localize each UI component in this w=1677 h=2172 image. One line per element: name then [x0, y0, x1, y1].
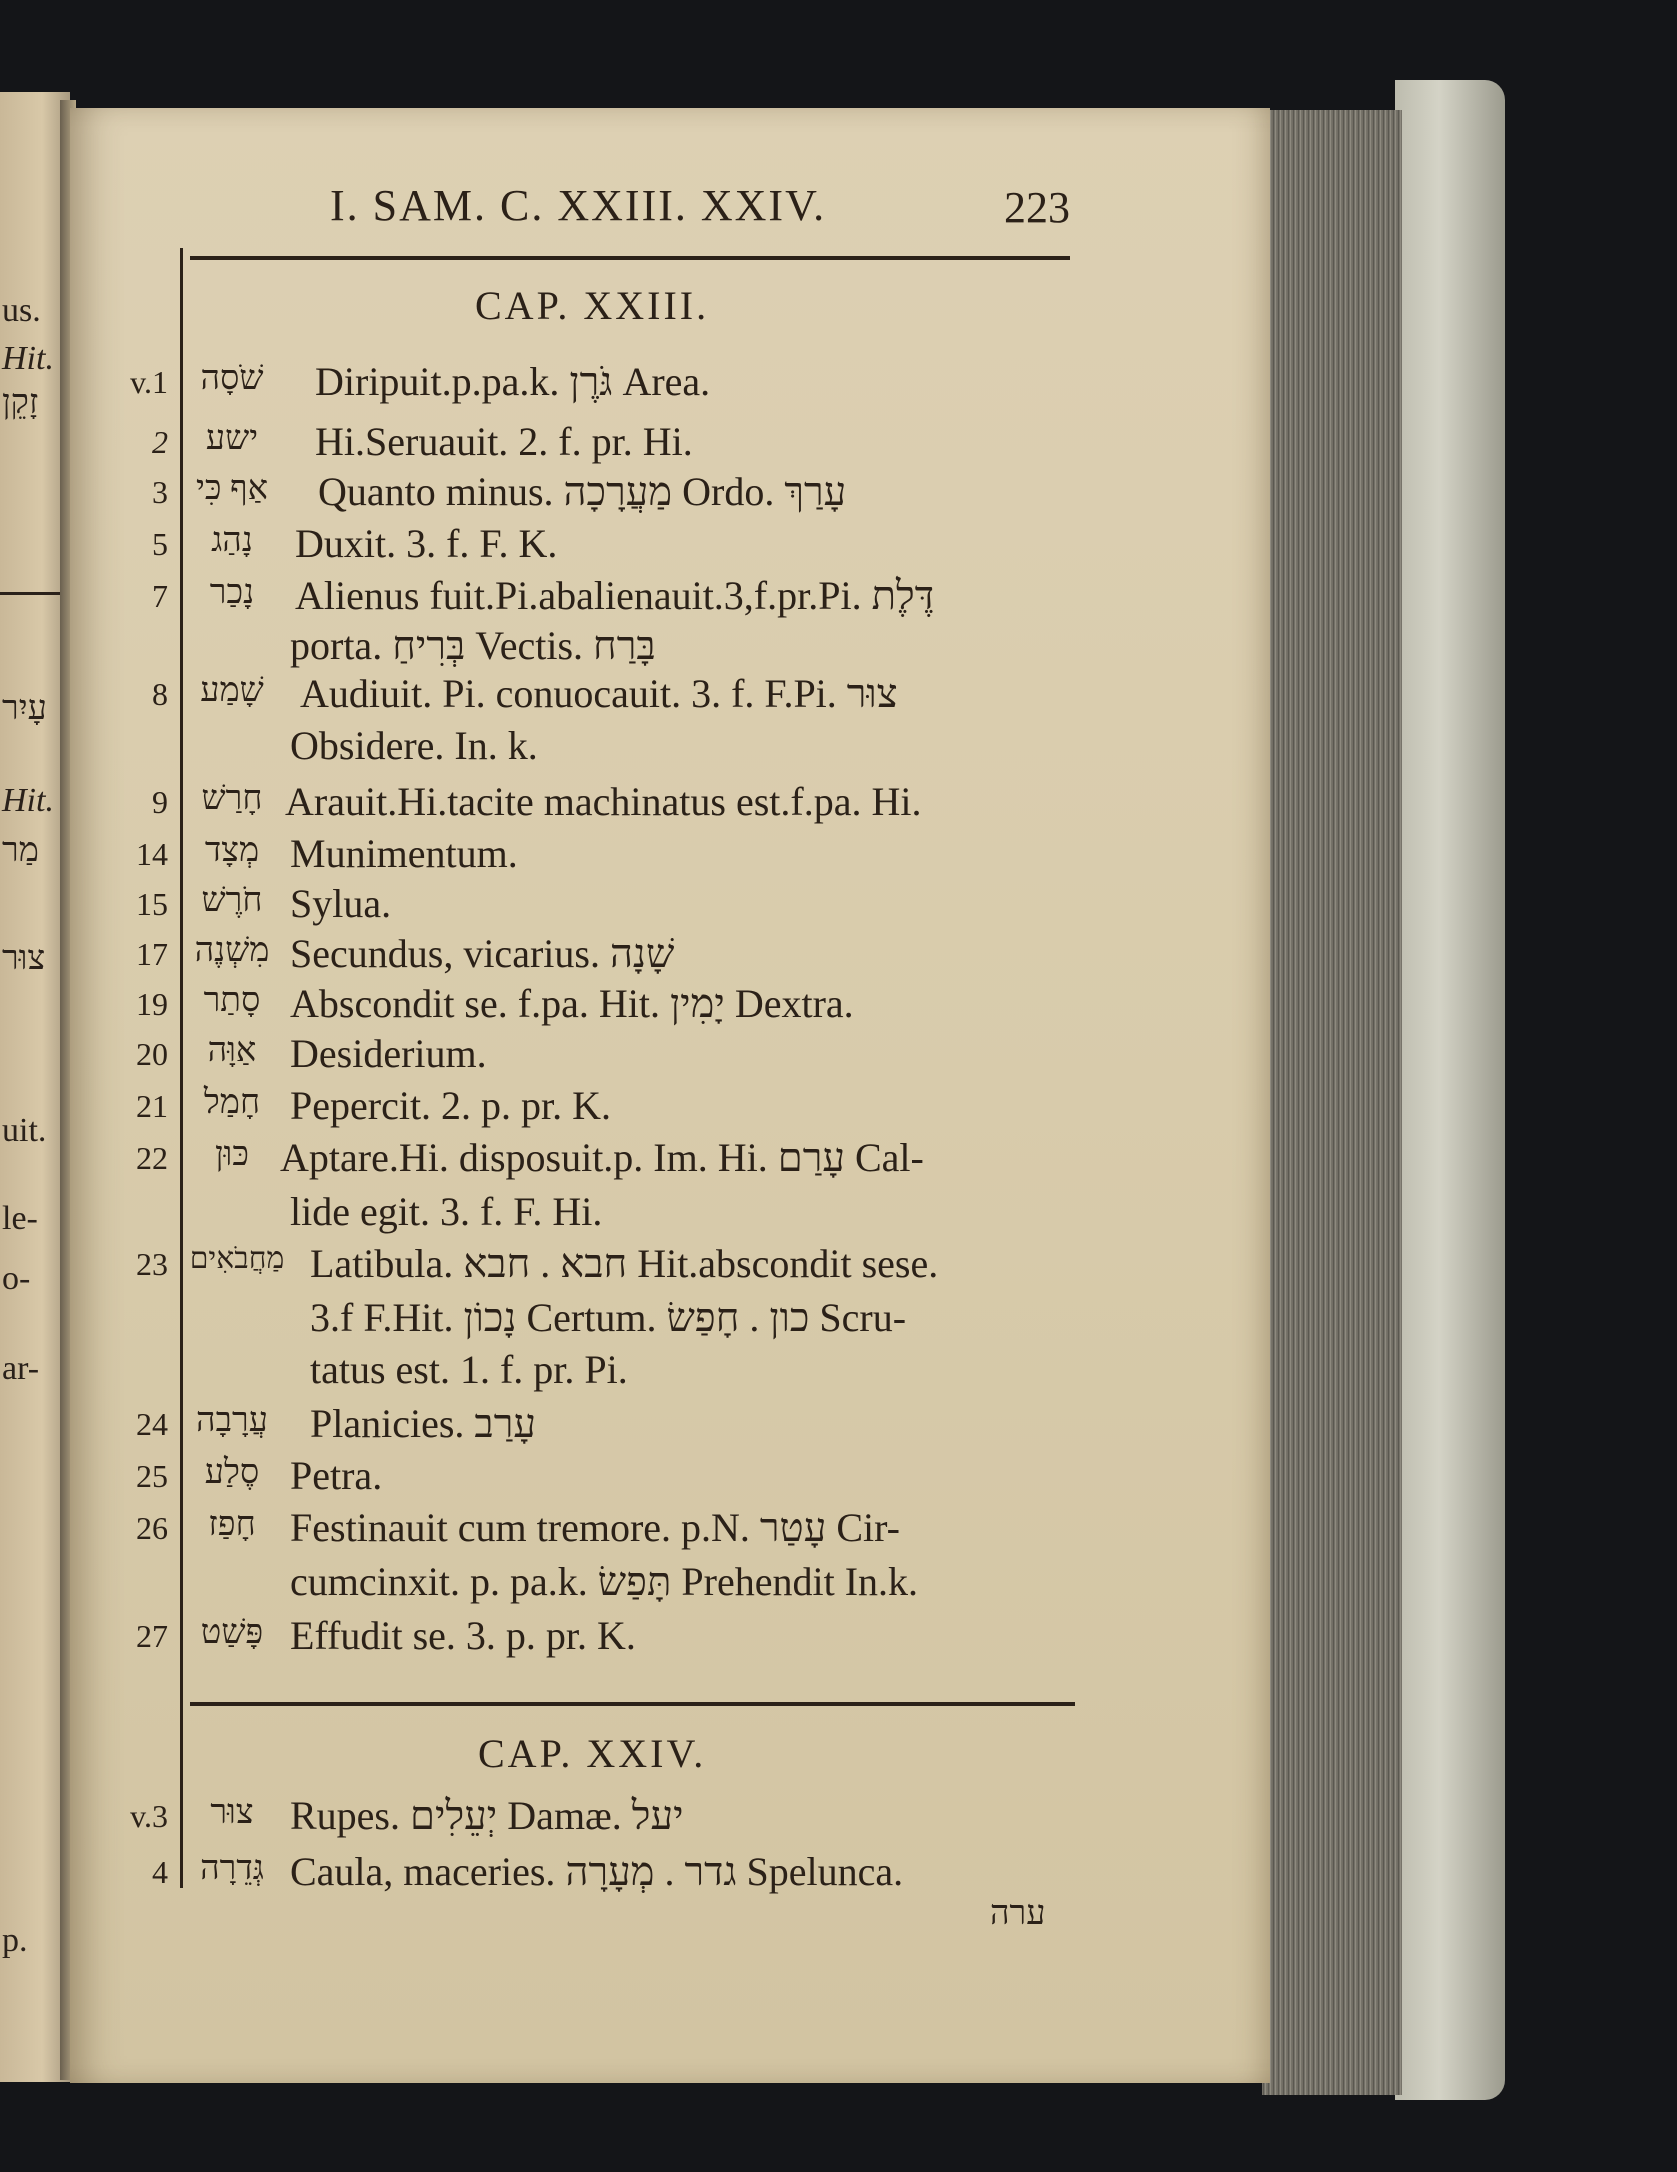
- hebrew-headword: פָּשַׁט: [200, 1614, 264, 1651]
- latin-gloss: Caula, maceries. גדר . מְעָרָה Spelunca.: [290, 1849, 904, 1894]
- left-page-fragment: le-: [2, 1200, 38, 1237]
- verse-number: 7: [152, 578, 168, 614]
- verse-number: 21: [136, 1088, 168, 1124]
- hebrew-headword: אַוָּה: [207, 1032, 257, 1069]
- left-page-fragment: עָיִר: [2, 690, 47, 727]
- left-page-fragment: ar-: [2, 1350, 40, 1387]
- lexicon-entry: [100, 930, 1080, 978]
- latin-gloss: Aptare.Hi. disposuit.p. Im. Hi. עָרַם Cal-: [280, 1135, 924, 1180]
- latin-gloss: Effudit se. 3. p. pr. K.: [290, 1613, 636, 1658]
- hebrew-headword: צוּר: [210, 1794, 254, 1831]
- hebrew-headword: מַחֲבֹאִים: [189, 1242, 285, 1275]
- hebrew-headword: מְצָד: [204, 832, 260, 869]
- hebrew-headword: מִשְׁנֶה: [194, 932, 270, 969]
- latin-gloss: Hi.Seruauit. 2. f. pr. Hi.: [315, 419, 693, 464]
- left-page-fragment: uit.: [2, 1112, 47, 1149]
- lexicon-entry: [100, 1452, 1080, 1500]
- hebrew-headword: חָרַשׁ: [201, 780, 263, 817]
- lexicon-entry: [100, 1240, 1080, 1288]
- verse-number: v.1: [130, 364, 168, 400]
- lexicon-entry: [100, 418, 1080, 466]
- chapter-title: CAP. XXIV.: [478, 1731, 707, 1776]
- left-page-fragment: מַר: [2, 832, 39, 869]
- verse-number: 5: [152, 526, 168, 562]
- verse-number: 3: [152, 474, 168, 510]
- latin-gloss: Abscondit se. f.pa. Hit. יָמִין Dextra.: [290, 981, 854, 1026]
- latin-gloss: Rupes. יְעֵלִים Damæ. יעל: [290, 1793, 684, 1838]
- lexicon-entry: [100, 980, 1080, 1028]
- latin-gloss: Quanto minus. מַעֲרָכָה Ordo. עָרַךְ: [318, 469, 847, 514]
- lexicon-entry: [100, 670, 1080, 718]
- latin-gloss: Latibula. חבא . חבא Hit.abscondit sese.: [310, 1241, 939, 1286]
- page-number: 223: [1004, 183, 1070, 232]
- lexicon-entry: [100, 880, 1080, 928]
- running-title: I. SAM. C. XXIII. XXIV.: [330, 181, 827, 230]
- hebrew-headword: חָמַל: [203, 1084, 261, 1121]
- left-page-fragment: us.: [2, 292, 41, 329]
- latin-gloss: Audiuit. Pi. conuocauit. 3. f. F.Pi. צוּר: [300, 671, 898, 716]
- gloss-continuation: cumcinxit. p. pa.k. תָּפַשׂ Prehendit In.k.: [290, 1559, 919, 1604]
- verse-number: 22: [136, 1140, 168, 1176]
- gloss-continuation: Obsidere. In. k.: [290, 723, 538, 768]
- latin-gloss: Petra.: [290, 1453, 383, 1498]
- hebrew-headword: כּוּן: [215, 1136, 249, 1173]
- verse-number: 24: [136, 1406, 168, 1442]
- hebrew-headword: סֶלַע: [204, 1454, 260, 1491]
- verse-number: 17: [136, 936, 168, 972]
- lexicon-entry: [100, 468, 1080, 516]
- latin-gloss: Secundus, vicarius. שָׁנָה: [290, 931, 675, 976]
- hebrew-headword: שֹׁסָה: [200, 360, 264, 397]
- verse-number: 20: [136, 1036, 168, 1072]
- lexicon-entry: [100, 830, 1080, 878]
- verse-number: 19: [136, 986, 168, 1022]
- verse-number: 26: [136, 1510, 168, 1546]
- latin-gloss: Alienus fuit.Pi.abalienauit.3,f.pr.Pi. דֶּלֶת: [295, 573, 934, 618]
- lexicon-entry: [100, 358, 1080, 406]
- verse-number: 8: [152, 676, 168, 712]
- hebrew-headword: עֲרָבָה: [196, 1402, 268, 1439]
- latin-gloss: Planicies. עָרַב: [310, 1401, 536, 1446]
- verse-number: 27: [136, 1618, 168, 1654]
- lexicon-entry: [100, 778, 1080, 826]
- left-page-rule: [0, 592, 62, 595]
- page-edges: [1262, 110, 1402, 2095]
- lexicon-entry: [100, 1082, 1080, 1130]
- lexicon-entry: [100, 1612, 1080, 1660]
- hebrew-headword: נָכַר: [209, 574, 255, 611]
- hebrew-headword: גְּדֵרָה: [200, 1850, 264, 1887]
- hebrew-headword: חֹרֶשׁ: [201, 882, 263, 919]
- latin-gloss: Duxit. 3. f. F. K.: [295, 521, 558, 566]
- verse-number: 23: [136, 1246, 168, 1282]
- lexicon-entry: [100, 1400, 1080, 1448]
- lexicon-entry: [100, 520, 1080, 568]
- verse-number: v.3: [130, 1798, 168, 1834]
- latin-gloss: Festinauit cum tremore. p.N. עָטַר Cir-: [290, 1505, 900, 1550]
- latin-gloss: Munimentum.: [290, 831, 518, 876]
- gloss-continuation: 3.f F.Hit. נָכוֹן Certum. כון . חָפַשׂ Scru-: [310, 1295, 907, 1340]
- lexicon-entry: [100, 1792, 1080, 1840]
- hebrew-headword: נָהַג: [211, 522, 253, 559]
- latin-gloss: Pepercit. 2. p. pr. K.: [290, 1083, 612, 1128]
- gloss-continuation: lide egit. 3. f. F. Hi.: [290, 1189, 603, 1234]
- verse-number: 9: [152, 784, 168, 820]
- lexicon-entry: [100, 1030, 1080, 1078]
- left-page-fragment: o-: [2, 1260, 31, 1297]
- gloss-continuation: tatus est. 1. f. pr. Pi.: [310, 1347, 628, 1392]
- lexicon-entry: [100, 572, 1080, 620]
- lexicon-entry: [100, 1504, 1080, 1552]
- left-page-fragment: זָקֵן: [2, 384, 39, 421]
- header-rule: [190, 256, 1070, 260]
- verse-number: 15: [136, 886, 168, 922]
- hebrew-headword: ישע: [205, 420, 259, 457]
- verse-number: 25: [136, 1458, 168, 1494]
- hebrew-headword: שָׁמַע: [200, 672, 264, 709]
- verse-number: 14: [136, 836, 168, 872]
- latin-gloss: Sylua.: [290, 881, 392, 926]
- lexicon-entry: [100, 1848, 1080, 1896]
- latin-gloss: Desiderium.: [290, 1031, 487, 1076]
- chapter-title: CAP. XXIII.: [475, 283, 710, 328]
- lexicon-entry: [100, 1134, 1080, 1182]
- left-page-fragment: Hit.: [2, 340, 54, 377]
- latin-gloss: Arauit.Hi.tacite machinatus est.f.pa. Hi.: [285, 779, 922, 824]
- left-page-fragment: צוּר: [2, 940, 46, 977]
- page-header: [330, 180, 1070, 240]
- verse-number: 2: [152, 424, 168, 460]
- verse-number: 4: [152, 1854, 168, 1890]
- gloss-continuation: porta. בְּרִיחַ Vectis. בָּרַח: [290, 623, 656, 668]
- left-page-fragment: Hit.: [2, 782, 54, 819]
- chapter-divider: [190, 1702, 1075, 1706]
- book-cover: [1395, 80, 1505, 2100]
- left-page-fragment: p.: [2, 1922, 28, 1959]
- hebrew-headword: אַף כִּי: [195, 470, 269, 507]
- latin-gloss: Diripuit.p.pa.k. גֹּרֶן Area.: [315, 359, 711, 404]
- hebrew-headword: חָפַז: [208, 1506, 256, 1543]
- hebrew-headword: סָתַר: [203, 982, 261, 1019]
- catchword: ערה: [990, 1895, 1046, 1932]
